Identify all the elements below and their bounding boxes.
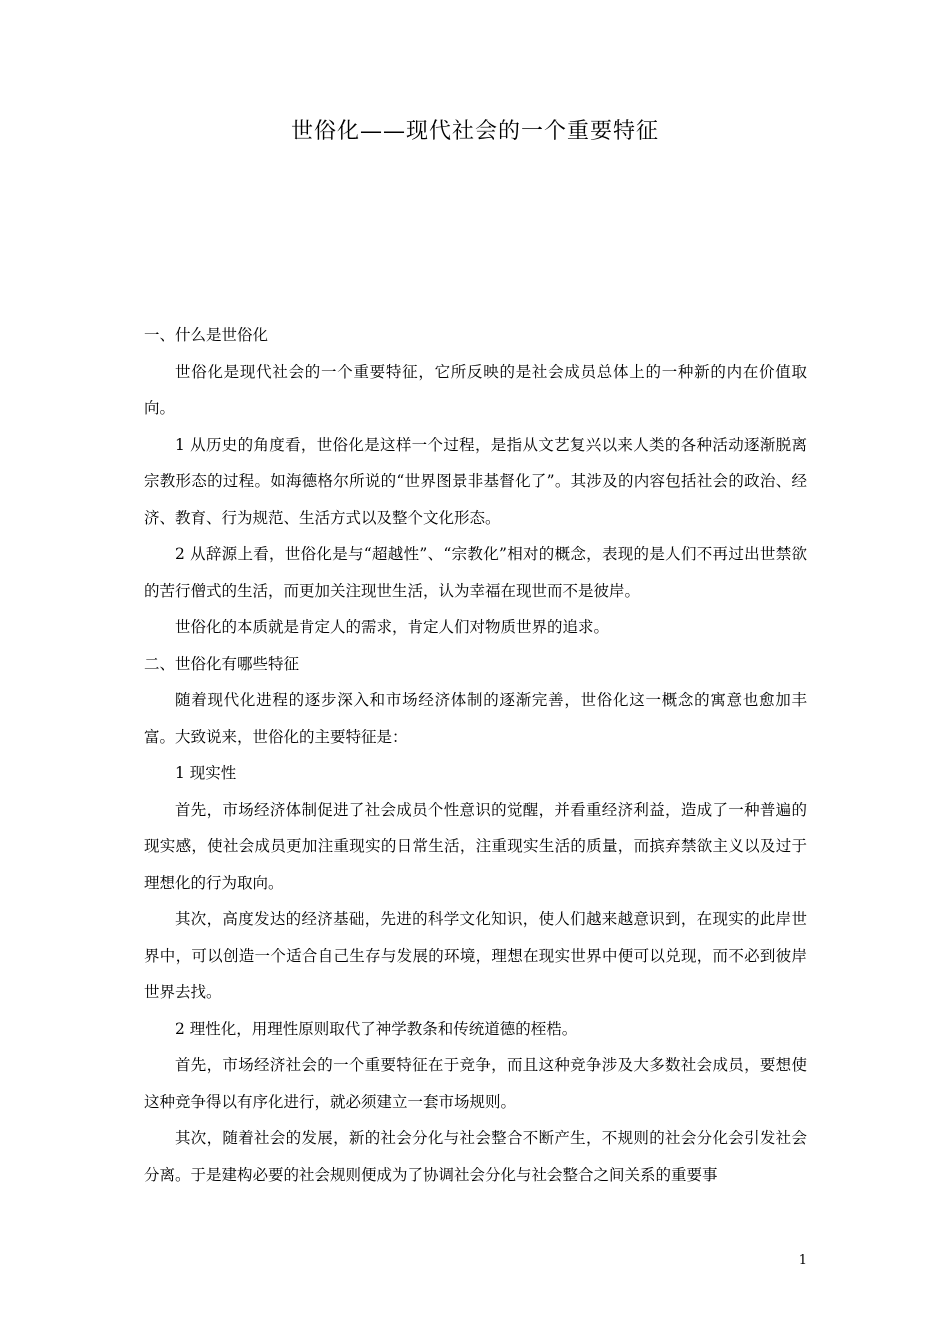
section-heading: 二、世俗化有哪些特征 (144, 654, 300, 673)
subheading: 2 理性化，用理性原则取代了神学教条和传统道德的桎梏。 (175, 1019, 578, 1038)
paragraph: 首先，市场经济社会的一个重要特征在于竞争，而且这种竞争涉及大多数社会成员，要想使这种竞争得以有序化进行，就必须建立一套市场规则。 (144, 1056, 807, 1111)
section-heading: 一、什么是世俗化 (144, 326, 269, 344)
document-body (144, 317, 807, 1193)
paragraph: 1 从历史的角度看，世俗化是这样一个过程，是指从文艺复兴以来人类的各种活动逐渐脱离宗教形态的过程。如海德格尔所说的“世界图景非基督化了”。其涉及的内容包括社会的政治、经济、教育、行为规范、生活方式以及整个文化形态。 (144, 435, 807, 527)
paragraph: 世俗化的本质就是肯定人的需求，肯定人们对物质世界的追求。 (175, 618, 610, 636)
paragraph: 随着现代化进程的逐步深入和市场经济体制的逐渐完善，世俗化这一概念的寓意也愈加丰富。大致说来，世俗化的主要特征是： (144, 691, 807, 746)
page-number: 1 (798, 1253, 807, 1268)
paragraph: 首先，市场经济体制促进了社会成员个性意识的觉醒，并看重经济利益，造成了一种普遍的现实感，使社会成员更加注重现实的日常生活，注重现实生活的质量，而摈弃禁欲主义以及过于理想化的行为取向。 (144, 800, 807, 892)
subheading: 1 现实性 (175, 764, 237, 782)
paragraph: 世俗化是现代社会的一个重要特征，它所反映的是社会成员总体上的一种新的内在价值取向。 (144, 362, 807, 417)
document-title: 世俗化——现代社会的一个重要特征 (290, 119, 659, 144)
paragraph: 其次，随着社会的发展，新的社会分化与社会整合不断产生，不规则的社会分化会引发社会分离。于是建构必要的社会规则便成为了协调社会分化与社会整合之间关系的重要事 (144, 1129, 807, 1184)
paragraph: 2 从辞源上看，世俗化是与“超越性”、“宗教化”相对的概念，表现的是人们不再过出世禁欲的苦行僧式的生活，而更加关注现世生活，认为幸福在现世而不是彼岸。 (144, 545, 807, 600)
paragraph: 其次，高度发达的经济基础，先进的科学文化知识，使人们越来越意识到，在现实的此岸世界中，可以创造一个适合自己生存与发展的环境，理想在现实世界中便可以兑现，而不必到彼岸世界去找。 (144, 910, 807, 1001)
